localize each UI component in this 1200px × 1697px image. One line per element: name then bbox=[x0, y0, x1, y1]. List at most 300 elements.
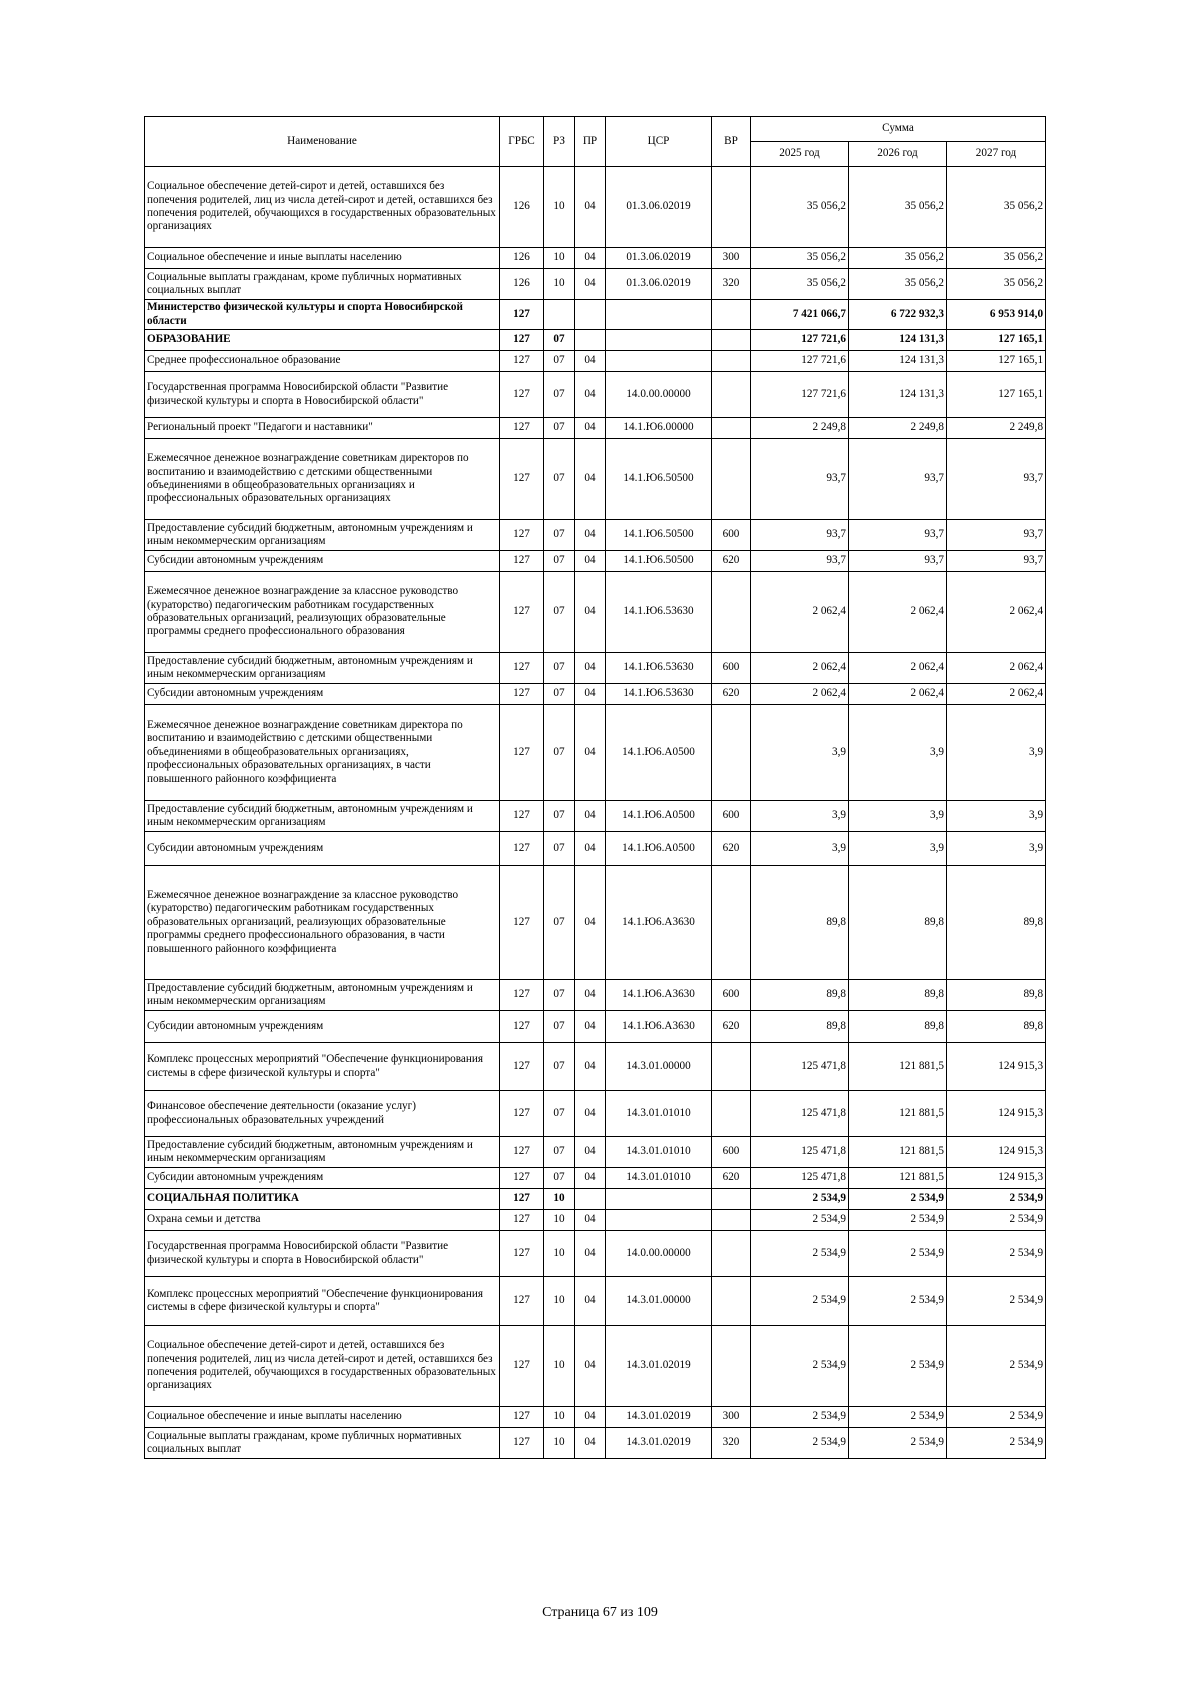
cell-y2025: 127 721,6 bbox=[751, 351, 849, 372]
cell-y2025: 2 534,9 bbox=[751, 1231, 849, 1277]
cell-y2026: 89,8 bbox=[849, 980, 947, 1011]
cell-name: Социальное обеспечение и иные выплаты населению bbox=[145, 248, 500, 269]
cell-vr bbox=[712, 351, 751, 372]
cell-csr: 14.1.Ю6.00000 bbox=[606, 418, 712, 439]
cell-y2027: 124 915,3 bbox=[947, 1168, 1046, 1189]
table-row bbox=[145, 269, 1046, 300]
cell-y2027: 6 953 914,0 bbox=[947, 300, 1046, 330]
cell-y2027: 127 165,1 bbox=[947, 351, 1046, 372]
cell-rz: 07 bbox=[544, 684, 575, 705]
cell-y2025: 93,7 bbox=[751, 520, 849, 551]
cell-name: Субсидии автономным учреждениям bbox=[145, 684, 500, 705]
cell-name: Предоставление субсидий бюджетным, автономным учреждениям и иным некоммерческим организациям bbox=[145, 1137, 500, 1168]
table-header bbox=[145, 117, 1046, 167]
cell-vr bbox=[712, 1189, 751, 1210]
cell-name: Субсидии автономным учреждениям bbox=[145, 1011, 500, 1043]
cell-rz: 07 bbox=[544, 439, 575, 520]
cell-pr: 04 bbox=[575, 418, 606, 439]
cell-y2025: 93,7 bbox=[751, 551, 849, 572]
cell-y2026: 121 881,5 bbox=[849, 1137, 947, 1168]
table-row bbox=[145, 167, 1046, 248]
cell-csr: 14.1.Ю6.А3630 bbox=[606, 866, 712, 980]
cell-y2027: 2 249,8 bbox=[947, 418, 1046, 439]
cell-grbs: 127 bbox=[500, 832, 544, 866]
cell-y2027: 124 915,3 bbox=[947, 1137, 1046, 1168]
cell-vr bbox=[712, 418, 751, 439]
cell-y2025: 2 534,9 bbox=[751, 1326, 849, 1407]
cell-grbs: 126 bbox=[500, 167, 544, 248]
cell-vr: 300 bbox=[712, 248, 751, 269]
header-vr: ВР bbox=[712, 117, 751, 167]
cell-y2025: 89,8 bbox=[751, 980, 849, 1011]
cell-vr: 600 bbox=[712, 653, 751, 684]
cell-name: Социальное обеспечение и иные выплаты населению bbox=[145, 1407, 500, 1428]
table-row bbox=[145, 1137, 1046, 1168]
cell-y2026: 2 534,9 bbox=[849, 1326, 947, 1407]
cell-name: Государственная программа Новосибирской области "Развитие физической культуры и спорта в Новосибирской области" bbox=[145, 1231, 500, 1277]
cell-vr bbox=[712, 1210, 751, 1231]
cell-grbs: 127 bbox=[500, 1210, 544, 1231]
cell-csr: 14.1.Ю6.53630 bbox=[606, 684, 712, 705]
cell-y2026: 2 062,4 bbox=[849, 653, 947, 684]
cell-rz: 07 bbox=[544, 653, 575, 684]
cell-grbs: 126 bbox=[500, 269, 544, 300]
cell-rz: 07 bbox=[544, 1168, 575, 1189]
cell-grbs: 127 bbox=[500, 1043, 544, 1091]
cell-csr: 14.3.01.01010 bbox=[606, 1137, 712, 1168]
cell-grbs: 127 bbox=[500, 1168, 544, 1189]
cell-y2026: 35 056,2 bbox=[849, 248, 947, 269]
cell-y2025: 2 534,9 bbox=[751, 1189, 849, 1210]
table-row bbox=[145, 1210, 1046, 1231]
cell-y2025: 89,8 bbox=[751, 866, 849, 980]
cell-pr: 04 bbox=[575, 351, 606, 372]
cell-y2027: 2 534,9 bbox=[947, 1189, 1046, 1210]
cell-grbs: 127 bbox=[500, 980, 544, 1011]
cell-rz: 10 bbox=[544, 1210, 575, 1231]
cell-name: Министерство физической культуры и спорта Новосибирской области bbox=[145, 300, 500, 330]
cell-csr: 01.3.06.02019 bbox=[606, 167, 712, 248]
cell-name: Социальное обеспечение детей-сирот и детей, оставшихся без попечения родителей, лиц из числа детей-сирот и детей, оставшихся без попечения родителей, обучающихся в государственных образовательных организациях bbox=[145, 1326, 500, 1407]
cell-rz: 10 bbox=[544, 1326, 575, 1407]
cell-pr: 04 bbox=[575, 572, 606, 653]
cell-name: Ежемесячное денежное вознаграждение за классное руководство (кураторство) педагогическим работникам государственных образовательных организаций, реализующих образовательные программы среднего профессионального образования bbox=[145, 572, 500, 653]
cell-rz: 07 bbox=[544, 418, 575, 439]
cell-grbs: 127 bbox=[500, 684, 544, 705]
cell-csr: 14.0.00.00000 bbox=[606, 1231, 712, 1277]
cell-y2026: 2 534,9 bbox=[849, 1231, 947, 1277]
table-row bbox=[145, 705, 1046, 801]
cell-rz: 07 bbox=[544, 801, 575, 832]
cell-csr: 14.0.00.00000 bbox=[606, 372, 712, 418]
header-year-2025: 2025 год bbox=[751, 142, 849, 167]
table-row bbox=[145, 653, 1046, 684]
cell-y2026: 35 056,2 bbox=[849, 167, 947, 248]
cell-y2026: 89,8 bbox=[849, 866, 947, 980]
cell-vr bbox=[712, 439, 751, 520]
cell-name: Субсидии автономным учреждениям bbox=[145, 551, 500, 572]
table-row bbox=[145, 832, 1046, 866]
budget-table bbox=[144, 116, 1046, 1459]
cell-y2025: 2 062,4 bbox=[751, 572, 849, 653]
cell-y2027: 2 534,9 bbox=[947, 1428, 1046, 1459]
cell-pr: 04 bbox=[575, 269, 606, 300]
cell-grbs: 127 bbox=[500, 653, 544, 684]
table-row bbox=[145, 1168, 1046, 1189]
cell-rz: 10 bbox=[544, 269, 575, 300]
cell-grbs: 126 bbox=[500, 248, 544, 269]
cell-vr bbox=[712, 572, 751, 653]
cell-csr: 14.3.01.01010 bbox=[606, 1091, 712, 1137]
cell-name: Государственная программа Новосибирской области "Развитие физической культуры и спорта в Новосибирской области" bbox=[145, 372, 500, 418]
table-row bbox=[145, 330, 1046, 351]
cell-rz: 10 bbox=[544, 1407, 575, 1428]
cell-y2026: 121 881,5 bbox=[849, 1091, 947, 1137]
cell-grbs: 127 bbox=[500, 705, 544, 801]
cell-name: Социальное обеспечение детей-сирот и детей, оставшихся без попечения родителей, лиц из числа детей-сирот и детей, оставшихся без попечения родителей, обучающихся в государственных образовательных организациях bbox=[145, 167, 500, 248]
cell-y2025: 125 471,8 bbox=[751, 1137, 849, 1168]
cell-y2025: 93,7 bbox=[751, 439, 849, 520]
cell-y2025: 2 534,9 bbox=[751, 1407, 849, 1428]
cell-csr bbox=[606, 351, 712, 372]
cell-y2025: 3,9 bbox=[751, 832, 849, 866]
cell-csr: 14.1.Ю6.53630 bbox=[606, 572, 712, 653]
cell-y2027: 93,7 bbox=[947, 520, 1046, 551]
cell-y2026: 124 131,3 bbox=[849, 330, 947, 351]
cell-rz: 07 bbox=[544, 1043, 575, 1091]
cell-name: Предоставление субсидий бюджетным, автономным учреждениям и иным некоммерческим организациям bbox=[145, 980, 500, 1011]
cell-rz: 10 bbox=[544, 1189, 575, 1210]
cell-y2026: 2 062,4 bbox=[849, 684, 947, 705]
cell-grbs: 127 bbox=[500, 801, 544, 832]
cell-vr bbox=[712, 330, 751, 351]
cell-y2025: 35 056,2 bbox=[751, 167, 849, 248]
cell-y2026: 2 249,8 bbox=[849, 418, 947, 439]
cell-y2025: 125 471,8 bbox=[751, 1168, 849, 1189]
cell-pr bbox=[575, 1189, 606, 1210]
cell-pr: 04 bbox=[575, 520, 606, 551]
cell-pr: 04 bbox=[575, 372, 606, 418]
cell-y2026: 3,9 bbox=[849, 705, 947, 801]
cell-csr: 14.3.01.01010 bbox=[606, 1168, 712, 1189]
cell-rz: 07 bbox=[544, 351, 575, 372]
cell-vr: 300 bbox=[712, 1407, 751, 1428]
header-year-2027: 2027 год bbox=[947, 142, 1046, 167]
cell-vr bbox=[712, 1277, 751, 1326]
cell-y2027: 2 062,4 bbox=[947, 684, 1046, 705]
cell-y2025: 3,9 bbox=[751, 705, 849, 801]
cell-name: Социальные выплаты гражданам, кроме публичных нормативных социальных выплат bbox=[145, 1428, 500, 1459]
cell-y2026: 124 131,3 bbox=[849, 351, 947, 372]
cell-y2025: 125 471,8 bbox=[751, 1043, 849, 1091]
cell-y2025: 89,8 bbox=[751, 1011, 849, 1043]
cell-y2027: 93,7 bbox=[947, 439, 1046, 520]
table-row bbox=[145, 866, 1046, 980]
cell-pr: 04 bbox=[575, 439, 606, 520]
table-row bbox=[145, 1326, 1046, 1407]
table-row bbox=[145, 1043, 1046, 1091]
table-row bbox=[145, 1428, 1046, 1459]
cell-csr: 14.1.Ю6.А0500 bbox=[606, 705, 712, 801]
cell-pr: 04 bbox=[575, 1210, 606, 1231]
cell-vr bbox=[712, 167, 751, 248]
cell-y2025: 2 062,4 bbox=[751, 653, 849, 684]
cell-csr bbox=[606, 1189, 712, 1210]
cell-y2027: 89,8 bbox=[947, 980, 1046, 1011]
cell-grbs: 127 bbox=[500, 572, 544, 653]
cell-name: Предоставление субсидий бюджетным, автономным учреждениям и иным некоммерческим организациям bbox=[145, 653, 500, 684]
cell-csr: 01.3.06.02019 bbox=[606, 269, 712, 300]
cell-rz: 07 bbox=[544, 1011, 575, 1043]
cell-vr: 600 bbox=[712, 801, 751, 832]
cell-rz bbox=[544, 300, 575, 330]
cell-y2025: 125 471,8 bbox=[751, 1091, 849, 1137]
cell-grbs: 127 bbox=[500, 520, 544, 551]
table-row bbox=[145, 1407, 1046, 1428]
table-row bbox=[145, 1011, 1046, 1043]
cell-grbs: 127 bbox=[500, 439, 544, 520]
cell-pr: 04 bbox=[575, 866, 606, 980]
cell-name: Комплекс процессных мероприятий "Обеспечение функционирования системы в сфере физической культуры и спорта" bbox=[145, 1277, 500, 1326]
cell-csr bbox=[606, 300, 712, 330]
cell-y2025: 7 421 066,7 bbox=[751, 300, 849, 330]
cell-rz: 07 bbox=[544, 372, 575, 418]
cell-vr: 620 bbox=[712, 551, 751, 572]
cell-vr bbox=[712, 1043, 751, 1091]
cell-y2027: 2 062,4 bbox=[947, 572, 1046, 653]
cell-csr: 14.3.01.00000 bbox=[606, 1277, 712, 1326]
cell-rz: 10 bbox=[544, 1277, 575, 1326]
cell-pr: 04 bbox=[575, 248, 606, 269]
cell-name: Социальные выплаты гражданам, кроме публичных нормативных социальных выплат bbox=[145, 269, 500, 300]
cell-grbs: 127 bbox=[500, 1011, 544, 1043]
cell-y2027: 93,7 bbox=[947, 551, 1046, 572]
cell-name: Среднее профессиональное образование bbox=[145, 351, 500, 372]
table-row bbox=[145, 372, 1046, 418]
cell-y2026: 3,9 bbox=[849, 801, 947, 832]
cell-vr: 600 bbox=[712, 1137, 751, 1168]
cell-pr: 04 bbox=[575, 1137, 606, 1168]
cell-y2025: 35 056,2 bbox=[751, 269, 849, 300]
cell-y2027: 2 534,9 bbox=[947, 1210, 1046, 1231]
table-row bbox=[145, 801, 1046, 832]
cell-csr bbox=[606, 1210, 712, 1231]
cell-y2026: 6 722 932,3 bbox=[849, 300, 947, 330]
cell-y2027: 35 056,2 bbox=[947, 248, 1046, 269]
cell-y2025: 2 534,9 bbox=[751, 1277, 849, 1326]
cell-rz: 07 bbox=[544, 330, 575, 351]
table-row bbox=[145, 1189, 1046, 1210]
table-row bbox=[145, 684, 1046, 705]
cell-grbs: 127 bbox=[500, 1231, 544, 1277]
cell-y2026: 93,7 bbox=[849, 551, 947, 572]
cell-y2026: 124 131,3 bbox=[849, 372, 947, 418]
cell-grbs: 127 bbox=[500, 1428, 544, 1459]
cell-pr bbox=[575, 330, 606, 351]
cell-y2027: 2 062,4 bbox=[947, 653, 1046, 684]
cell-vr bbox=[712, 300, 751, 330]
header-pr: ПР bbox=[575, 117, 606, 167]
cell-y2027: 89,8 bbox=[947, 1011, 1046, 1043]
cell-y2025: 2 534,9 bbox=[751, 1210, 849, 1231]
cell-name: СОЦИАЛЬНАЯ ПОЛИТИКА bbox=[145, 1189, 500, 1210]
cell-pr: 04 bbox=[575, 653, 606, 684]
cell-rz: 07 bbox=[544, 832, 575, 866]
cell-rz: 10 bbox=[544, 1428, 575, 1459]
cell-grbs: 127 bbox=[500, 300, 544, 330]
cell-rz: 07 bbox=[544, 866, 575, 980]
cell-name: Предоставление субсидий бюджетным, автономным учреждениям и иным некоммерческим организациям bbox=[145, 801, 500, 832]
cell-vr: 600 bbox=[712, 520, 751, 551]
cell-name: Ежемесячное денежное вознаграждение за классное руководство (кураторство) педагогическим работникам государственных образовательных организаций, реализующих образовательные программы среднего профессионального образования, в части повышенного районного коэффициента bbox=[145, 866, 500, 980]
table-row bbox=[145, 572, 1046, 653]
cell-y2026: 93,7 bbox=[849, 520, 947, 551]
cell-grbs: 127 bbox=[500, 866, 544, 980]
cell-y2027: 2 534,9 bbox=[947, 1326, 1046, 1407]
cell-grbs: 127 bbox=[500, 372, 544, 418]
cell-csr: 14.3.01.02019 bbox=[606, 1407, 712, 1428]
cell-y2025: 2 062,4 bbox=[751, 684, 849, 705]
cell-y2026: 89,8 bbox=[849, 1011, 947, 1043]
cell-y2027: 2 534,9 bbox=[947, 1407, 1046, 1428]
cell-y2025: 2 534,9 bbox=[751, 1428, 849, 1459]
cell-csr: 14.1.Ю6.А3630 bbox=[606, 980, 712, 1011]
cell-name: ОБРАЗОВАНИЕ bbox=[145, 330, 500, 351]
cell-csr: 14.3.01.02019 bbox=[606, 1326, 712, 1407]
cell-pr bbox=[575, 300, 606, 330]
table-row bbox=[145, 980, 1046, 1011]
cell-pr: 04 bbox=[575, 551, 606, 572]
cell-pr: 04 bbox=[575, 801, 606, 832]
cell-csr bbox=[606, 330, 712, 351]
cell-pr: 04 bbox=[575, 1277, 606, 1326]
cell-csr: 14.1.Ю6.50500 bbox=[606, 439, 712, 520]
cell-y2026: 2 534,9 bbox=[849, 1210, 947, 1231]
cell-pr: 04 bbox=[575, 1011, 606, 1043]
cell-csr: 14.1.Ю6.А3630 bbox=[606, 1011, 712, 1043]
table-row bbox=[145, 1277, 1046, 1326]
cell-y2025: 127 721,6 bbox=[751, 330, 849, 351]
cell-name: Комплекс процессных мероприятий "Обеспечение функционирования системы в сфере физической культуры и спорта" bbox=[145, 1043, 500, 1091]
cell-y2025: 2 249,8 bbox=[751, 418, 849, 439]
table-row bbox=[145, 439, 1046, 520]
header-sum: Сумма bbox=[751, 117, 1046, 142]
cell-vr: 620 bbox=[712, 832, 751, 866]
cell-vr bbox=[712, 705, 751, 801]
cell-y2026: 2 534,9 bbox=[849, 1189, 947, 1210]
header-csr: ЦСР bbox=[606, 117, 712, 167]
cell-name: Региональный проект "Педагоги и наставники" bbox=[145, 418, 500, 439]
cell-y2026: 93,7 bbox=[849, 439, 947, 520]
cell-pr: 04 bbox=[575, 1428, 606, 1459]
table-row bbox=[145, 418, 1046, 439]
cell-name: Ежемесячное денежное вознаграждение советникам директора по воспитанию и взаимодействию с детскими общественными объединениями в общеобразовательных организациях, профессиональных образовательных организациях, в части повышенного районного коэффициента bbox=[145, 705, 500, 801]
cell-y2027: 89,8 bbox=[947, 866, 1046, 980]
header-grbs: ГРБС bbox=[500, 117, 544, 167]
cell-y2026: 35 056,2 bbox=[849, 269, 947, 300]
table-row bbox=[145, 1231, 1046, 1277]
cell-csr: 14.1.Ю6.50500 bbox=[606, 520, 712, 551]
cell-grbs: 127 bbox=[500, 1189, 544, 1210]
cell-rz: 07 bbox=[544, 572, 575, 653]
cell-y2027: 2 534,9 bbox=[947, 1277, 1046, 1326]
cell-y2026: 121 881,5 bbox=[849, 1043, 947, 1091]
cell-grbs: 127 bbox=[500, 351, 544, 372]
table-row bbox=[145, 520, 1046, 551]
cell-rz: 07 bbox=[544, 980, 575, 1011]
cell-vr bbox=[712, 1091, 751, 1137]
cell-csr: 01.3.06.02019 bbox=[606, 248, 712, 269]
cell-grbs: 127 bbox=[500, 418, 544, 439]
cell-csr: 14.1.Ю6.А0500 bbox=[606, 801, 712, 832]
cell-vr: 620 bbox=[712, 684, 751, 705]
cell-y2025: 35 056,2 bbox=[751, 248, 849, 269]
cell-csr: 14.1.Ю6.А0500 bbox=[606, 832, 712, 866]
cell-grbs: 127 bbox=[500, 330, 544, 351]
cell-vr bbox=[712, 1231, 751, 1277]
cell-y2027: 3,9 bbox=[947, 801, 1046, 832]
cell-name: Охрана семьи и детства bbox=[145, 1210, 500, 1231]
cell-vr: 320 bbox=[712, 269, 751, 300]
table-row bbox=[145, 248, 1046, 269]
cell-y2026: 121 881,5 bbox=[849, 1168, 947, 1189]
cell-grbs: 127 bbox=[500, 1277, 544, 1326]
cell-grbs: 127 bbox=[500, 551, 544, 572]
cell-y2025: 3,9 bbox=[751, 801, 849, 832]
cell-pr: 04 bbox=[575, 980, 606, 1011]
cell-rz: 07 bbox=[544, 520, 575, 551]
cell-name: Субсидии автономным учреждениям bbox=[145, 832, 500, 866]
cell-vr: 320 bbox=[712, 1428, 751, 1459]
cell-rz: 07 bbox=[544, 1137, 575, 1168]
table-row bbox=[145, 1091, 1046, 1137]
cell-pr: 04 bbox=[575, 1091, 606, 1137]
cell-vr bbox=[712, 866, 751, 980]
cell-name: Финансовое обеспечение деятельности (оказание услуг) профессиональных образовательных учреждений bbox=[145, 1091, 500, 1137]
cell-rz: 07 bbox=[544, 1091, 575, 1137]
cell-y2027: 35 056,2 bbox=[947, 167, 1046, 248]
cell-pr: 04 bbox=[575, 705, 606, 801]
cell-csr: 14.1.Ю6.50500 bbox=[606, 551, 712, 572]
header-name: Наименование bbox=[145, 117, 500, 167]
table-body bbox=[145, 167, 1046, 1459]
cell-y2026: 2 534,9 bbox=[849, 1277, 947, 1326]
cell-y2027: 3,9 bbox=[947, 705, 1046, 801]
cell-csr: 14.3.01.00000 bbox=[606, 1043, 712, 1091]
cell-y2027: 124 915,3 bbox=[947, 1043, 1046, 1091]
cell-pr: 04 bbox=[575, 1043, 606, 1091]
cell-rz: 10 bbox=[544, 1231, 575, 1277]
table-row bbox=[145, 300, 1046, 330]
cell-y2027: 124 915,3 bbox=[947, 1091, 1046, 1137]
cell-name: Предоставление субсидий бюджетным, автономным учреждениям и иным некоммерческим организациям bbox=[145, 520, 500, 551]
cell-rz: 07 bbox=[544, 551, 575, 572]
cell-y2026: 2 062,4 bbox=[849, 572, 947, 653]
cell-y2027: 127 165,1 bbox=[947, 330, 1046, 351]
cell-vr: 620 bbox=[712, 1168, 751, 1189]
cell-y2027: 35 056,2 bbox=[947, 269, 1046, 300]
cell-vr: 620 bbox=[712, 1011, 751, 1043]
cell-pr: 04 bbox=[575, 684, 606, 705]
cell-vr bbox=[712, 372, 751, 418]
cell-pr: 04 bbox=[575, 1326, 606, 1407]
cell-pr: 04 bbox=[575, 1168, 606, 1189]
table-row bbox=[145, 551, 1046, 572]
cell-y2025: 127 721,6 bbox=[751, 372, 849, 418]
cell-vr bbox=[712, 1326, 751, 1407]
table-row bbox=[145, 351, 1046, 372]
cell-rz: 10 bbox=[544, 248, 575, 269]
